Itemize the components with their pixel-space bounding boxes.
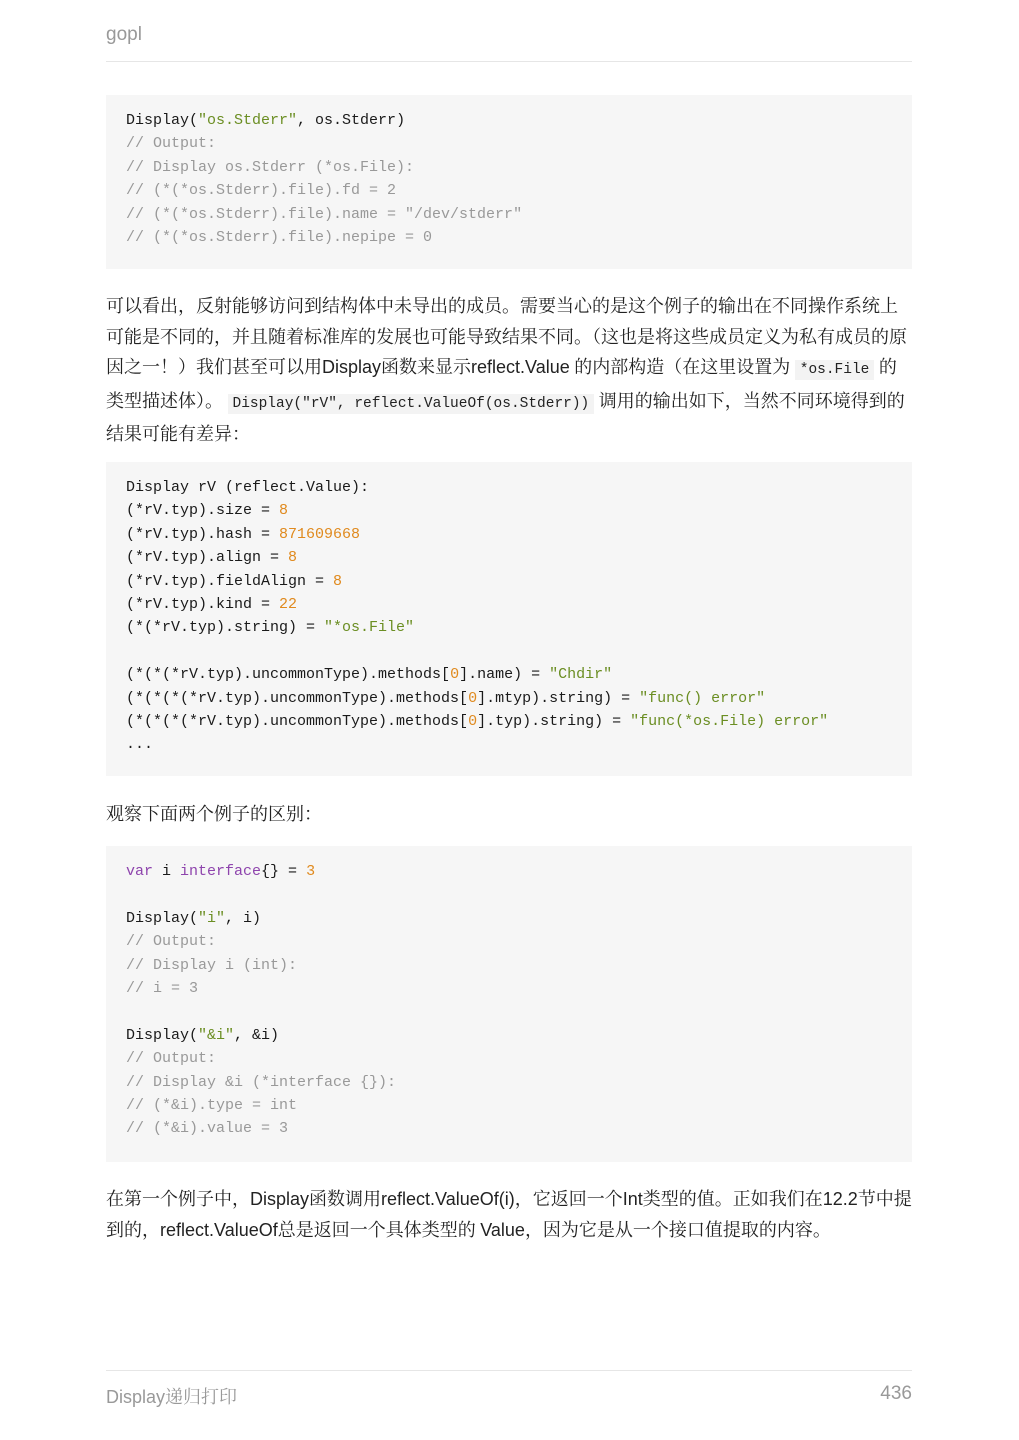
code-token: // Display &i (*interface {}):	[126, 1073, 397, 1091]
code-token: 3	[306, 863, 316, 880]
code-token: 8	[279, 502, 289, 520]
code-line	[126, 883, 892, 906]
code-token: "&i"	[198, 1026, 235, 1044]
paragraph-reflect-unexported	[106, 291, 912, 450]
code-line	[126, 907, 892, 930]
code-line	[126, 860, 892, 883]
code-line	[126, 1117, 892, 1140]
code-token: ].name) =	[459, 666, 550, 684]
code-line	[126, 1071, 892, 1094]
code-line	[126, 954, 892, 977]
code-token: (*(*(*rV.typ).uncommonType).methods[	[126, 666, 451, 684]
code-line	[126, 476, 892, 499]
code-token: // Output:	[126, 1050, 217, 1068]
code-line	[126, 640, 892, 663]
code-token: (*rV.typ).hash =	[126, 525, 280, 543]
code-token: {} =	[261, 863, 307, 880]
inline-code: *os.File	[795, 360, 875, 380]
code-token: ].typ).string) =	[477, 713, 631, 731]
book-title: gopl	[106, 24, 142, 45]
code-line	[126, 546, 892, 569]
page-number: 436	[880, 1383, 912, 1404]
code-token: (*rV.typ).align =	[126, 549, 289, 567]
code-token: "os.Stderr"	[198, 112, 298, 129]
text-span: 观察下面两个例子的区别：	[106, 804, 322, 824]
text-span: Int	[622, 1189, 643, 1209]
code-line	[126, 977, 892, 1000]
code-token: // (*(*os.Stderr).file).name = "/dev/stderr"	[126, 205, 523, 223]
code-token: Display(	[126, 1026, 199, 1044]
code-token: // (*&i).value = 3	[126, 1120, 289, 1138]
code-line	[126, 226, 892, 249]
code-line	[126, 109, 892, 132]
code-token: // Output:	[126, 933, 217, 951]
code-line	[126, 1000, 892, 1023]
text-span: Value	[480, 1219, 525, 1240]
code-token: , i)	[225, 909, 262, 927]
paragraph-compare	[106, 799, 912, 830]
code-token: 22	[279, 596, 298, 614]
text-span: 节中提到的，	[106, 1189, 912, 1240]
code-line	[126, 687, 892, 710]
paragraph-explanation	[106, 1184, 912, 1245]
code-token: 871609668	[279, 525, 361, 543]
text-span: 的内部构造（在这里设置为	[569, 357, 795, 377]
text-span: reflect.Value	[471, 357, 570, 377]
text-span: 在第一个例子中，	[106, 1189, 250, 1209]
code-token: "func(*os.File) error"	[630, 713, 829, 731]
code-line	[126, 156, 892, 179]
code-token: // Display os.Stderr (*os.File):	[126, 158, 415, 176]
code-token: ].mtyp).string) =	[477, 689, 640, 707]
code-token: (*(*(*(*rV.typ).uncommonType).methods[	[126, 713, 469, 731]
code-token: (*(*rV.typ).string) =	[126, 619, 325, 637]
text-span: 总是返回一个具体类型的	[277, 1219, 481, 1240]
code-token: // (*(*os.Stderr).file).fd = 2	[126, 182, 397, 200]
code-token: (*(*(*(*rV.typ).uncommonType).methods[	[126, 689, 469, 707]
code-token: "i"	[198, 909, 226, 927]
text-span: 函数来显示	[381, 357, 472, 377]
text-span: 可以看出，反射能够访问到结构体中未导出的成员。需要当心的是这个例子的输出在不同操作系统上可能是不同的，并且随着标准库的发展也可能导致结果不同。（这也是将这些成员定义为私有成员的原因之一！）我们甚至可以用	[106, 296, 907, 377]
code-line	[126, 930, 892, 953]
code-token: Display(	[126, 112, 199, 129]
code-line	[126, 499, 892, 522]
footer-title-suffix: 递归打印	[165, 1387, 238, 1407]
inline-code: Display("rV", reflect.ValueOf(os.Stderr))	[228, 394, 595, 414]
code-line	[126, 179, 892, 202]
code-line	[126, 203, 892, 226]
code-token: , os.Stderr)	[297, 112, 406, 129]
text-span: Display	[250, 1189, 310, 1209]
text-span: 的类型描述体）。	[106, 357, 897, 411]
text-span: reflect.ValueOf(i)	[381, 1189, 515, 1209]
code-token: i	[153, 863, 181, 880]
code-line	[126, 593, 892, 616]
footer-title-prefix: Display	[106, 1387, 166, 1407]
code-token: , &i)	[234, 1026, 280, 1044]
page-footer	[106, 1370, 912, 1411]
code-line	[126, 523, 892, 546]
code-line	[126, 570, 892, 593]
text-span: 函数调用	[309, 1189, 382, 1209]
code-token: ...	[126, 736, 154, 754]
code-line	[126, 663, 892, 686]
text-span: ，因为它是从一个接口值提取的内容。	[524, 1219, 831, 1240]
code-token: "func() error"	[639, 689, 766, 707]
text-span: reflect.ValueOf	[160, 1219, 278, 1240]
code-token: 0	[468, 689, 478, 707]
code-token: var	[126, 863, 154, 880]
chapter-section-title	[106, 1383, 237, 1409]
code-block-reflect-value	[106, 462, 912, 776]
code-token: // (*(*os.Stderr).file).nepipe = 0	[126, 229, 433, 247]
text-span: 类型的值。正如我们在	[642, 1189, 823, 1209]
code-token: // i = 3	[126, 980, 199, 998]
code-token: interface	[180, 863, 262, 880]
text-span: Display	[322, 357, 382, 377]
code-token: // Output:	[126, 135, 217, 153]
code-token: (*rV.typ).kind =	[126, 596, 280, 614]
code-line	[126, 733, 892, 756]
code-line	[126, 616, 892, 639]
code-token: 0	[450, 666, 460, 684]
code-token: 8	[288, 549, 298, 567]
text-span: 12.2	[822, 1189, 858, 1209]
text-span: ，它返回一个	[514, 1189, 623, 1209]
text-span: 调用的输出如下，当然不同环境得到的结果可能有差异：	[106, 390, 905, 444]
code-token: Display(	[126, 909, 199, 927]
code-token: (*rV.typ).fieldAlign =	[126, 572, 334, 590]
code-line	[126, 1094, 892, 1117]
code-line	[126, 1047, 892, 1070]
code-line	[126, 1024, 892, 1047]
code-block-stderr	[106, 95, 912, 269]
page-header	[106, 24, 912, 62]
code-token: // Display i (int):	[126, 956, 298, 974]
code-line	[126, 132, 892, 155]
code-line	[126, 710, 892, 733]
code-block-interface-examples	[106, 846, 912, 1162]
code-token: (*rV.typ).size =	[126, 502, 280, 520]
code-token: "Chdir"	[549, 666, 613, 684]
code-token: // (*&i).type = int	[126, 1097, 298, 1115]
code-token: 0	[468, 713, 478, 731]
code-token: "*os.File"	[324, 619, 415, 637]
code-token: 8	[333, 572, 343, 590]
code-token: Display rV (reflect.Value):	[126, 479, 370, 496]
